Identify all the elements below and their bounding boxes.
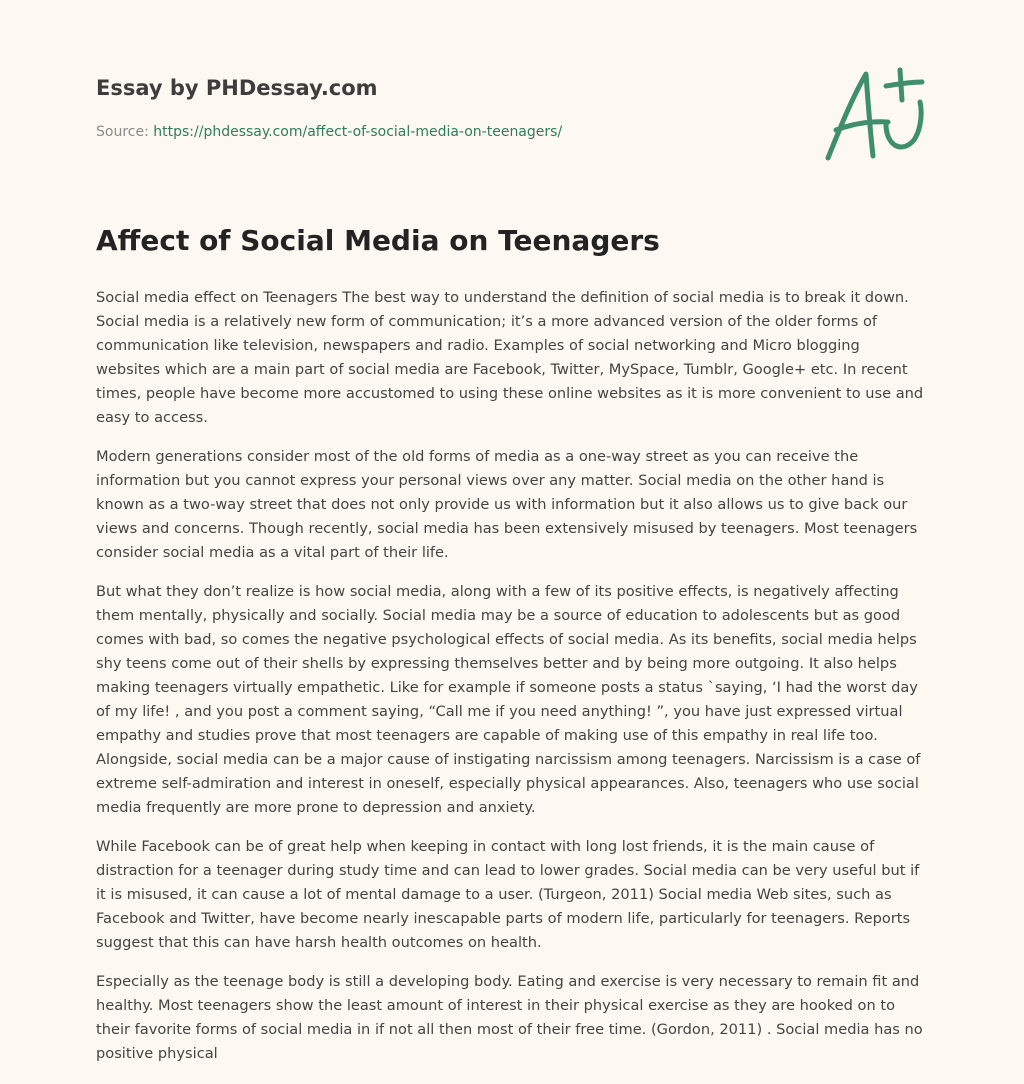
article-paragraph: Modern generations consider most of the old forms of media as a one-way street as you can receive the information but you cannot express your personal views over any matter. Social media on the other hand is known as a two-way street that does not only provide us with information but it also allows us to give back our views and concerns. Though recently, social media has been extensively misused by teenagers. Most teenagers consider social media as a vital part of their life. xyxy=(96,448,918,561)
site-brand: Essay by PHDessay.com xyxy=(96,76,378,100)
a-plus-grade-logo xyxy=(818,66,934,166)
article-title: Affect of Social Media on Teenagers xyxy=(96,224,660,257)
article-paragraph: But what they don’t realize is how social media, along with a few of its positive effects, is negatively affecting them mentally, physically and socially. Social media may be a source of education to adolescents but as good comes with bad, so comes the negative psychological effects of social media. As its benefits, social media helps shy teens come out of their shells by expressing themselves better and by being more outgoing. It also helps making teenagers virtually empathetic. Like for example if someone posts a status `saying, ‘I had the worst day of my life! , and you post a comment saying, “Call me if you need anything! ”, you have just expressed virtual empathy and studies prove that most teenagers are capable of making use of this empathy in real life too. Alongside, social media can be a major cause of instigating narcissism among teenagers. Narcissism is a case of extreme self-admiration and interest in oneself, especially physical appearances. Also, teenagers who use social media frequently are more prone to depression and anxiety. xyxy=(96,583,921,816)
article-paragraph: Social media effect on Teenagers The best way to understand the definition of social media is to break it down. Social media is a relatively new form of communication; it’s a more advanced version of the older forms of communication like television, newspapers and radio. Examples of social networking and Micro blogging websites which are a main part of social media are Facebook, Twitter, MySpace, Tumblr, Google+ etc. In recent times, people have become more accustomed to using these online websites as it is more convenient to use and easy to access. xyxy=(96,289,924,426)
source-link[interactable]: https://phdessay.com/affect-of-social-media-on-teenagers/ xyxy=(153,124,563,140)
article-paragraph: While Facebook can be of great help when keeping in contact with long lost friends, it is the main cause of distraction for a teenager during study time and can lead to lower grades. Social media can be very useful but if it is misused, it can cause a lot of mental damage to a user. (Turgeon, 2011) Social media Web sites, such as Facebook and Twitter, have become nearly inescapable parts of modern life, particularly for teenagers. Reports suggest that this can have harsh health outcomes on health. xyxy=(96,838,920,951)
article-body xyxy=(96,286,928,1081)
article-paragraph: Especially as the teenage body is still a developing body. Eating and exercise is very necessary to remain fit and healthy. Most teenagers show the least amount of interest in their physical exercise as they are hooked on to their favorite forms of social media in if not all then most of their free time. (Gordon, 2011) . Social media has no positive physical xyxy=(96,973,923,1062)
source-line xyxy=(96,124,562,140)
source-label: Source: xyxy=(96,124,154,140)
